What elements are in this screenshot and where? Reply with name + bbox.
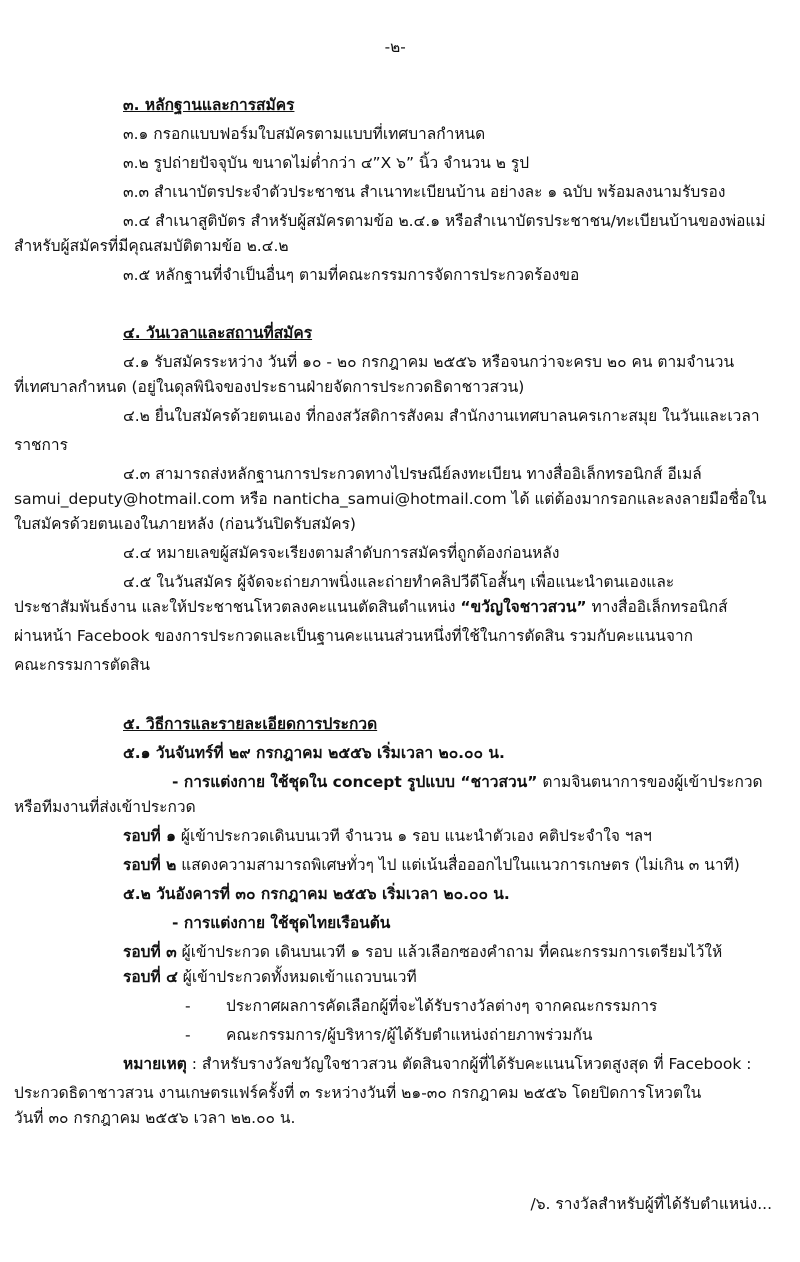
- section-4-heading: ๔. วันเวลาและสถานที่สมัคร: [123, 324, 313, 342]
- bullet-1: ประกาศผลการคัดเลือกผู้ที่จะได้รับรางวัลต่างๆ จากคณะกรรมการ: [226, 997, 658, 1015]
- round-2-text: แสดงความสามารถพิเศษทั่วๆ ไป แต่เน้นสื่อออกไปในแนวการเกษตร (ไม่เกิน ๓ นาที): [176, 856, 740, 874]
- note: [123, 1054, 751, 1074]
- section-3-item-4-cont: สำหรับผู้สมัครที่มีคุณสมบัติตามข้อ ๒.๔.๒: [14, 237, 289, 255]
- section-4-item-2-cont: ราชการ: [14, 436, 68, 454]
- round-4: [123, 967, 417, 987]
- dress-code-1-theme: “ชาวสวน”: [454, 773, 538, 791]
- section-4-item-5-line-4: คณะกรรมการตัดสิน: [14, 656, 150, 674]
- note-line-2: ประกวดธิดาชาวสวน งานเกษตรแฟร์ครั้งที่ ๓ ระหว่างวันที่ ๒๑-๓๐ กรกฎาคม ๒๕๕๖ โดยปิดการโหวตใน: [14, 1084, 702, 1102]
- note-text: : สำหรับรางวัลขวัญใจชาวสวน ตัดสินจากผู้ที่ได้รับคะแนนโหวตสูงสุด ที่ Facebook :: [186, 1055, 752, 1073]
- section-3-heading: ๓. หลักฐานและการสมัคร: [123, 96, 295, 114]
- page-number: -๒-: [384, 38, 406, 56]
- round-1: [123, 826, 652, 846]
- round-4-text: ผู้เข้าประกวดทั้งหมดเข้าแถวบนเวที: [177, 968, 417, 986]
- section-3-item-3: ๓.๓ สำเนาบัตรประจำตัวประชาชน สำเนาทะเบียนบ้าน อย่างละ ๑ ฉบับ พร้อมลงนามรับรอง: [123, 183, 726, 201]
- item-5-text-post: ทางสื่ออิเล็กทรอนิกส์: [586, 598, 728, 616]
- section-4-item-4: ๔.๔ หมายเลขผู้สมัครจะเรียงตามลำดับการสมัครที่ถูกต้องก่อนหลัง: [123, 544, 560, 562]
- section-4-item-3: ๔.๓ สามารถส่งหลักฐานการประกวดทางไปรษณีย์ลงทะเบียน ทางสื่ออิเล็กทรอนิกส์ อีเมล์: [123, 465, 702, 483]
- section-4-item-3-cont: ใบสมัครด้วยตนเองในภายหลัง (ก่อนวันปิดรับสมัคร): [14, 515, 356, 533]
- round-3-text: ผู้เข้าประกวด เดินบนเวที ๑ รอบ แล้วเลือกซองคำถาม ที่คณะกรรมการเตรียมไว้ให้: [176, 943, 723, 961]
- section-3-item-5: ๓.๕ หลักฐานที่จำเป็นอื่นๆ ตามที่คณะกรรมการจัดการประกวดร้องขอ: [123, 266, 580, 284]
- round-1-text: ผู้เข้าประกวดเดินบนเวที จำนวน ๑ รอบ แนะนำตัวเอง คติประจำใจ ฯลฯ: [175, 827, 652, 845]
- title-quote: “ขวัญใจชาวสวน”: [460, 598, 587, 616]
- dress-code-1: [172, 772, 763, 792]
- dress-code-1-label: - การแต่งกาย ใช้ชุดใน concept รูปแบบ: [172, 773, 455, 791]
- bullet-dash-2: -: [185, 1026, 191, 1044]
- item-5-text: ประชาสัมพันธ์งาน และให้ประชาชนโหวตลงคะแนนตัดสินตำแหน่ง: [14, 598, 461, 616]
- section-4-item-2: ๔.๒ ยื่นใบสมัครด้วยตนเอง ที่กองสวัสดิการสังคม สำนักงานเทศบาลนครเกาะสมุย ในวันและเวลา: [123, 407, 760, 425]
- section-4-item-1: ๔.๑ รับสมัครระหว่าง วันที่ ๑๐ - ๒๐ กรกฎาคม ๒๕๕๖ หรือจนกว่าจะครบ ๒๐ คน ตามจำนวน: [123, 353, 735, 371]
- section-5-heading: ๕. วิธีการและรายละเอียดการประกวด: [123, 715, 378, 733]
- bullet-2: คณะกรรมการ/ผู้บริหาร/ผู้ได้รับตำแหน่งถ่ายภาพร่วมกัน: [226, 1026, 593, 1044]
- section-4-item-5-line-2: [14, 597, 728, 617]
- section-4-item-5: ๔.๕ ในวันสมัคร ผู้จัดจะถ่ายภาพนิ่งและถ่ายทำคลิปวีดีโอสั้นๆ เพื่อแนะนำตนเองและ: [123, 573, 675, 591]
- dress-code-2: - การแต่งกาย ใช้ชุดไทยเรือนต้น: [172, 914, 391, 932]
- section-3-item-2: ๓.๒ รูปถ่ายปัจจุบัน ขนาดไม่ต่ำกว่า ๔”X ๖” นิ้ว จำนวน ๒ รูป: [123, 154, 530, 172]
- round-3: [123, 942, 722, 962]
- round-1-label: รอบที่ ๑: [123, 827, 176, 845]
- next-page-marker: /๖. รางวัลสำหรับผู้ที่ได้รับตำแหน่ง...: [530, 1195, 772, 1213]
- round-2-label: รอบที่ ๒: [123, 856, 177, 874]
- section-4-item-5-line-3: ผ่านหน้า Facebook ของการประกวดและเป็นฐานคะแนนส่วนหนึ่งที่ใช้ในการตัดสิน รวมกับคะแนนจาก: [14, 627, 694, 645]
- section-3-item-4: ๓.๔ สำเนาสูติบัตร สำหรับผู้สมัครตามข้อ ๒.๔.๑ หรือสำเนาบัตรประชาชน/ทะเบียนบ้านของพ่อแม่: [123, 212, 766, 230]
- day-2-schedule: ๕.๒ วันอังคารที่ ๓๐ กรกฎาคม ๒๕๕๖ เริ่มเวลา ๒๐.๐๐ น.: [123, 885, 510, 903]
- round-2: [123, 855, 740, 875]
- note-label: หมายเหตุ: [123, 1055, 187, 1073]
- dress-code-1-rest: ตามจินตนาการของผู้เข้าประกวด: [537, 773, 763, 791]
- day-1-schedule: ๕.๑ วันจันทร์ที่ ๒๙ กรกฎาคม ๒๕๕๖ เริ่มเวลา ๒๐.๐๐ น.: [123, 744, 505, 762]
- section-4-item-1-cont: ที่เทศบาลกำหนด (อยู่ในดุลพินิจของประธานฝ่ายจัดการประกวดธิดาชาวสวน): [14, 378, 525, 396]
- section-4-item-3-emails: samui_deputy@hotmail.com หรือ nanticha_samui@hotmail.com ได้ แต่ต้องมากรอกและลงลายมือชื่อใน: [14, 490, 767, 508]
- section-3-item-1: ๓.๑ กรอกแบบฟอร์มใบสมัครตามแบบที่เทศบาลกำหนด: [123, 125, 486, 143]
- round-4-label: รอบที่ ๔: [123, 968, 178, 986]
- note-line-3: วันที่ ๓๐ กรกฎาคม ๒๕๕๖ เวลา ๒๒.๐๐ น.: [14, 1109, 296, 1127]
- bullet-dash-1: -: [185, 997, 191, 1015]
- round-3-label: รอบที่ ๓: [123, 943, 177, 961]
- dress-code-1-cont: หรือทีมงานที่ส่งเข้าประกวด: [14, 798, 196, 816]
